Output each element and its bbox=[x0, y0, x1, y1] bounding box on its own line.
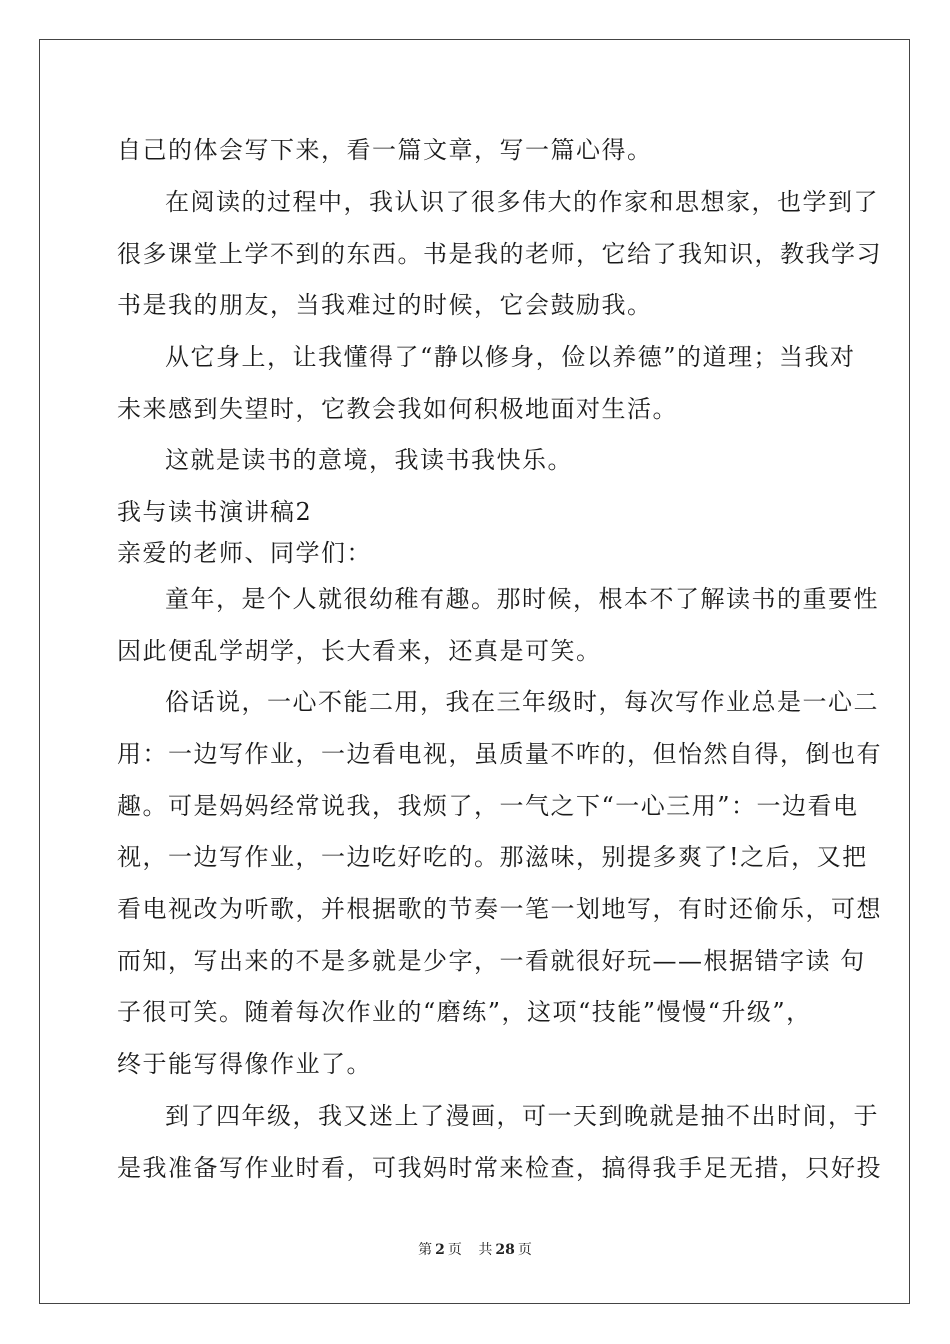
text-line: 因此便乱学胡学，长大看来，还真是可笑。 bbox=[117, 637, 602, 665]
text-line: 趣。可是妈妈经常说我，我烦了，一气之下“一心三用”：一边看电 bbox=[117, 792, 859, 820]
text-line: 自己的体会写下来，看一篇文章，写一篇心得。 bbox=[117, 136, 653, 164]
text-line: 是我准备写作业时看，可我妈时常来检查，搞得我手足无措，只好投 bbox=[117, 1154, 882, 1182]
section-heading: 我与读书演讲稿2 bbox=[117, 498, 313, 526]
text-line: 童年，是个人就很幼稚有趣。那时候，根本不了解读书的重要性 bbox=[165, 585, 879, 613]
text-line: 俗话说，一心不能二用，我在三年级时，每次写作业总是一心二 bbox=[165, 688, 879, 716]
page-prefix: 第 bbox=[418, 1242, 433, 1258]
total-pages: 28 bbox=[495, 1242, 515, 1258]
text-line: 在阅读的过程中，我认识了很多伟大的作家和思想家，也学到了 bbox=[165, 188, 879, 216]
total-prefix: 共 bbox=[478, 1242, 493, 1258]
page-unit: 页 bbox=[447, 1242, 462, 1258]
text-line: 到了四年级，我又迷上了漫画，可一天到晚就是抽不出时间，于 bbox=[165, 1102, 879, 1130]
text-line: 视，一边写作业，一边吃好吃的。那滋味，别提多爽了!之后，又把 bbox=[117, 843, 868, 871]
text-line: 未来感到失望时，它教会我如何积极地面对生活。 bbox=[117, 395, 678, 423]
text-line: 终于能写得像作业了。 bbox=[117, 1050, 372, 1078]
text-line: 用：一边写作业，一边看电视，虽质量不咋的，但怡然自得，倒也有 bbox=[117, 740, 882, 768]
text-line: 子很可笑。随着每次作业的“磨练”，这项“技能”慢慢“升级”， bbox=[117, 998, 812, 1026]
page-footer bbox=[0, 1240, 950, 1260]
total-unit: 页 bbox=[517, 1242, 532, 1258]
text-line: 而知，写出来的不是多就是少字，一看就很好玩——根据错字读 句 bbox=[117, 947, 866, 975]
total-indicator bbox=[475, 1242, 534, 1258]
text-line: 很多课堂上学不到的东西。书是我的老师，它给了我知识，教我学习 bbox=[117, 240, 882, 268]
page-indicator bbox=[415, 1242, 465, 1258]
text-line: 书是我的朋友，当我难过的时候，它会鼓励我。 bbox=[117, 291, 653, 319]
text-line: 从它身上，让我懂得了“静以修身，俭以养德”的道理；当我对 bbox=[165, 343, 856, 371]
page-number: 2 bbox=[435, 1242, 445, 1258]
text-line: 看电视改为听歌，并根据歌的节奏一笔一划地写，有时还偷乐，可想 bbox=[117, 895, 882, 923]
salutation: 亲爱的老师、同学们： bbox=[117, 539, 372, 567]
text-line: 这就是读书的意境，我读书我快乐。 bbox=[165, 446, 573, 474]
